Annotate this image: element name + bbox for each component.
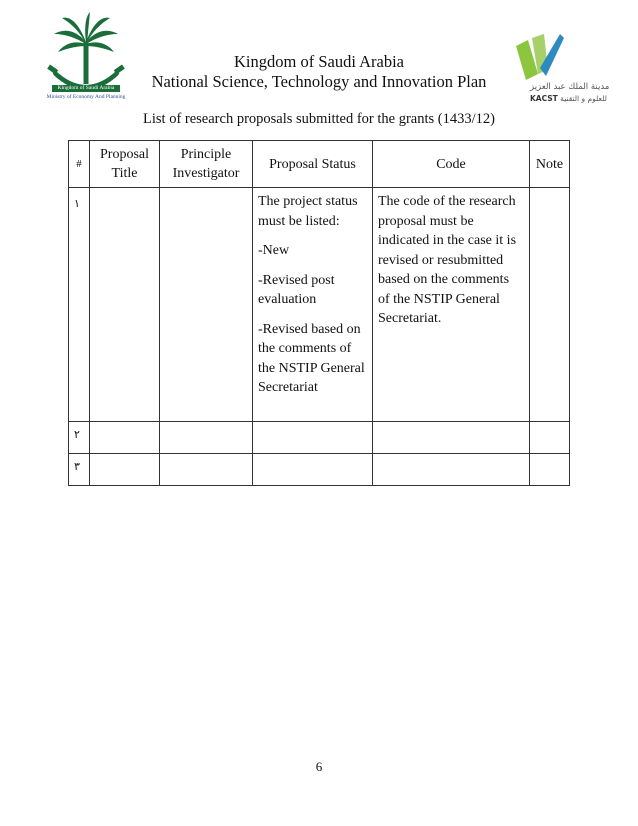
status-option-new: -New <box>258 243 290 258</box>
emblem-label-ministry: Ministry of Economy And Planning <box>46 93 126 100</box>
table-row <box>69 422 570 454</box>
cell-proposal-title[interactable] <box>90 454 160 486</box>
row-number: ٣ <box>69 454 90 486</box>
col-header-proposal-title: Proposal Title <box>90 141 160 188</box>
page-number: 6 <box>315 759 323 774</box>
cell-note[interactable] <box>530 188 570 422</box>
col-header-code: Code <box>373 141 530 188</box>
kacst-arabic-name: مدينة الملك عبد العزيز <box>530 82 610 92</box>
row-number: ٢ <box>69 422 90 454</box>
heading-plan: National Science, Technology and Innovation Plan <box>151 72 487 91</box>
kacst-arabic-sub: للعلوم و التقنية <box>560 94 607 103</box>
cell-code[interactable] <box>373 422 530 454</box>
proposals-table <box>68 140 570 486</box>
table-row <box>69 454 570 486</box>
cell-investigator[interactable] <box>160 188 253 422</box>
table-header-row <box>69 141 570 188</box>
cell-status[interactable] <box>253 454 373 486</box>
kacst-abbr: KACST <box>530 94 558 103</box>
cell-status[interactable] <box>253 188 373 422</box>
cell-investigator[interactable] <box>160 422 253 454</box>
cell-status[interactable] <box>253 422 373 454</box>
emblem-label-kingdom: Kingdom of Saudi Arabia <box>52 85 120 92</box>
status-instruction: The project status must be listed: <box>258 194 358 229</box>
table-row <box>69 188 570 422</box>
col-header-investigator: Principle Investigator <box>160 141 253 188</box>
col-header-note: Note <box>530 141 570 188</box>
col-header-number: # <box>69 141 90 188</box>
cell-note[interactable] <box>530 422 570 454</box>
col-header-status: Proposal Status <box>253 141 373 188</box>
kacst-subtitle <box>530 94 607 103</box>
cell-code[interactable]: The code of the research proposal must be indicated in the case it is revised or resubmitted based on the comments of the NSTIP General Secretariat. <box>373 188 530 422</box>
status-option-revised-comments: -Revised based on the comments of the NSTIP General Secretariat <box>258 321 365 395</box>
cell-code[interactable] <box>373 454 530 486</box>
cell-investigator[interactable] <box>160 454 253 486</box>
cell-proposal-title[interactable] <box>90 422 160 454</box>
heading-list-title: List of research proposals submitted for the grants (1433/12) <box>143 111 495 127</box>
cell-note[interactable] <box>530 454 570 486</box>
row-number: ١ <box>69 188 90 422</box>
heading-kingdom: Kingdom of Saudi Arabia <box>233 52 405 71</box>
status-option-revised-post-eval: -Revised post evaluation <box>258 272 335 307</box>
cell-proposal-title[interactable] <box>90 188 160 422</box>
